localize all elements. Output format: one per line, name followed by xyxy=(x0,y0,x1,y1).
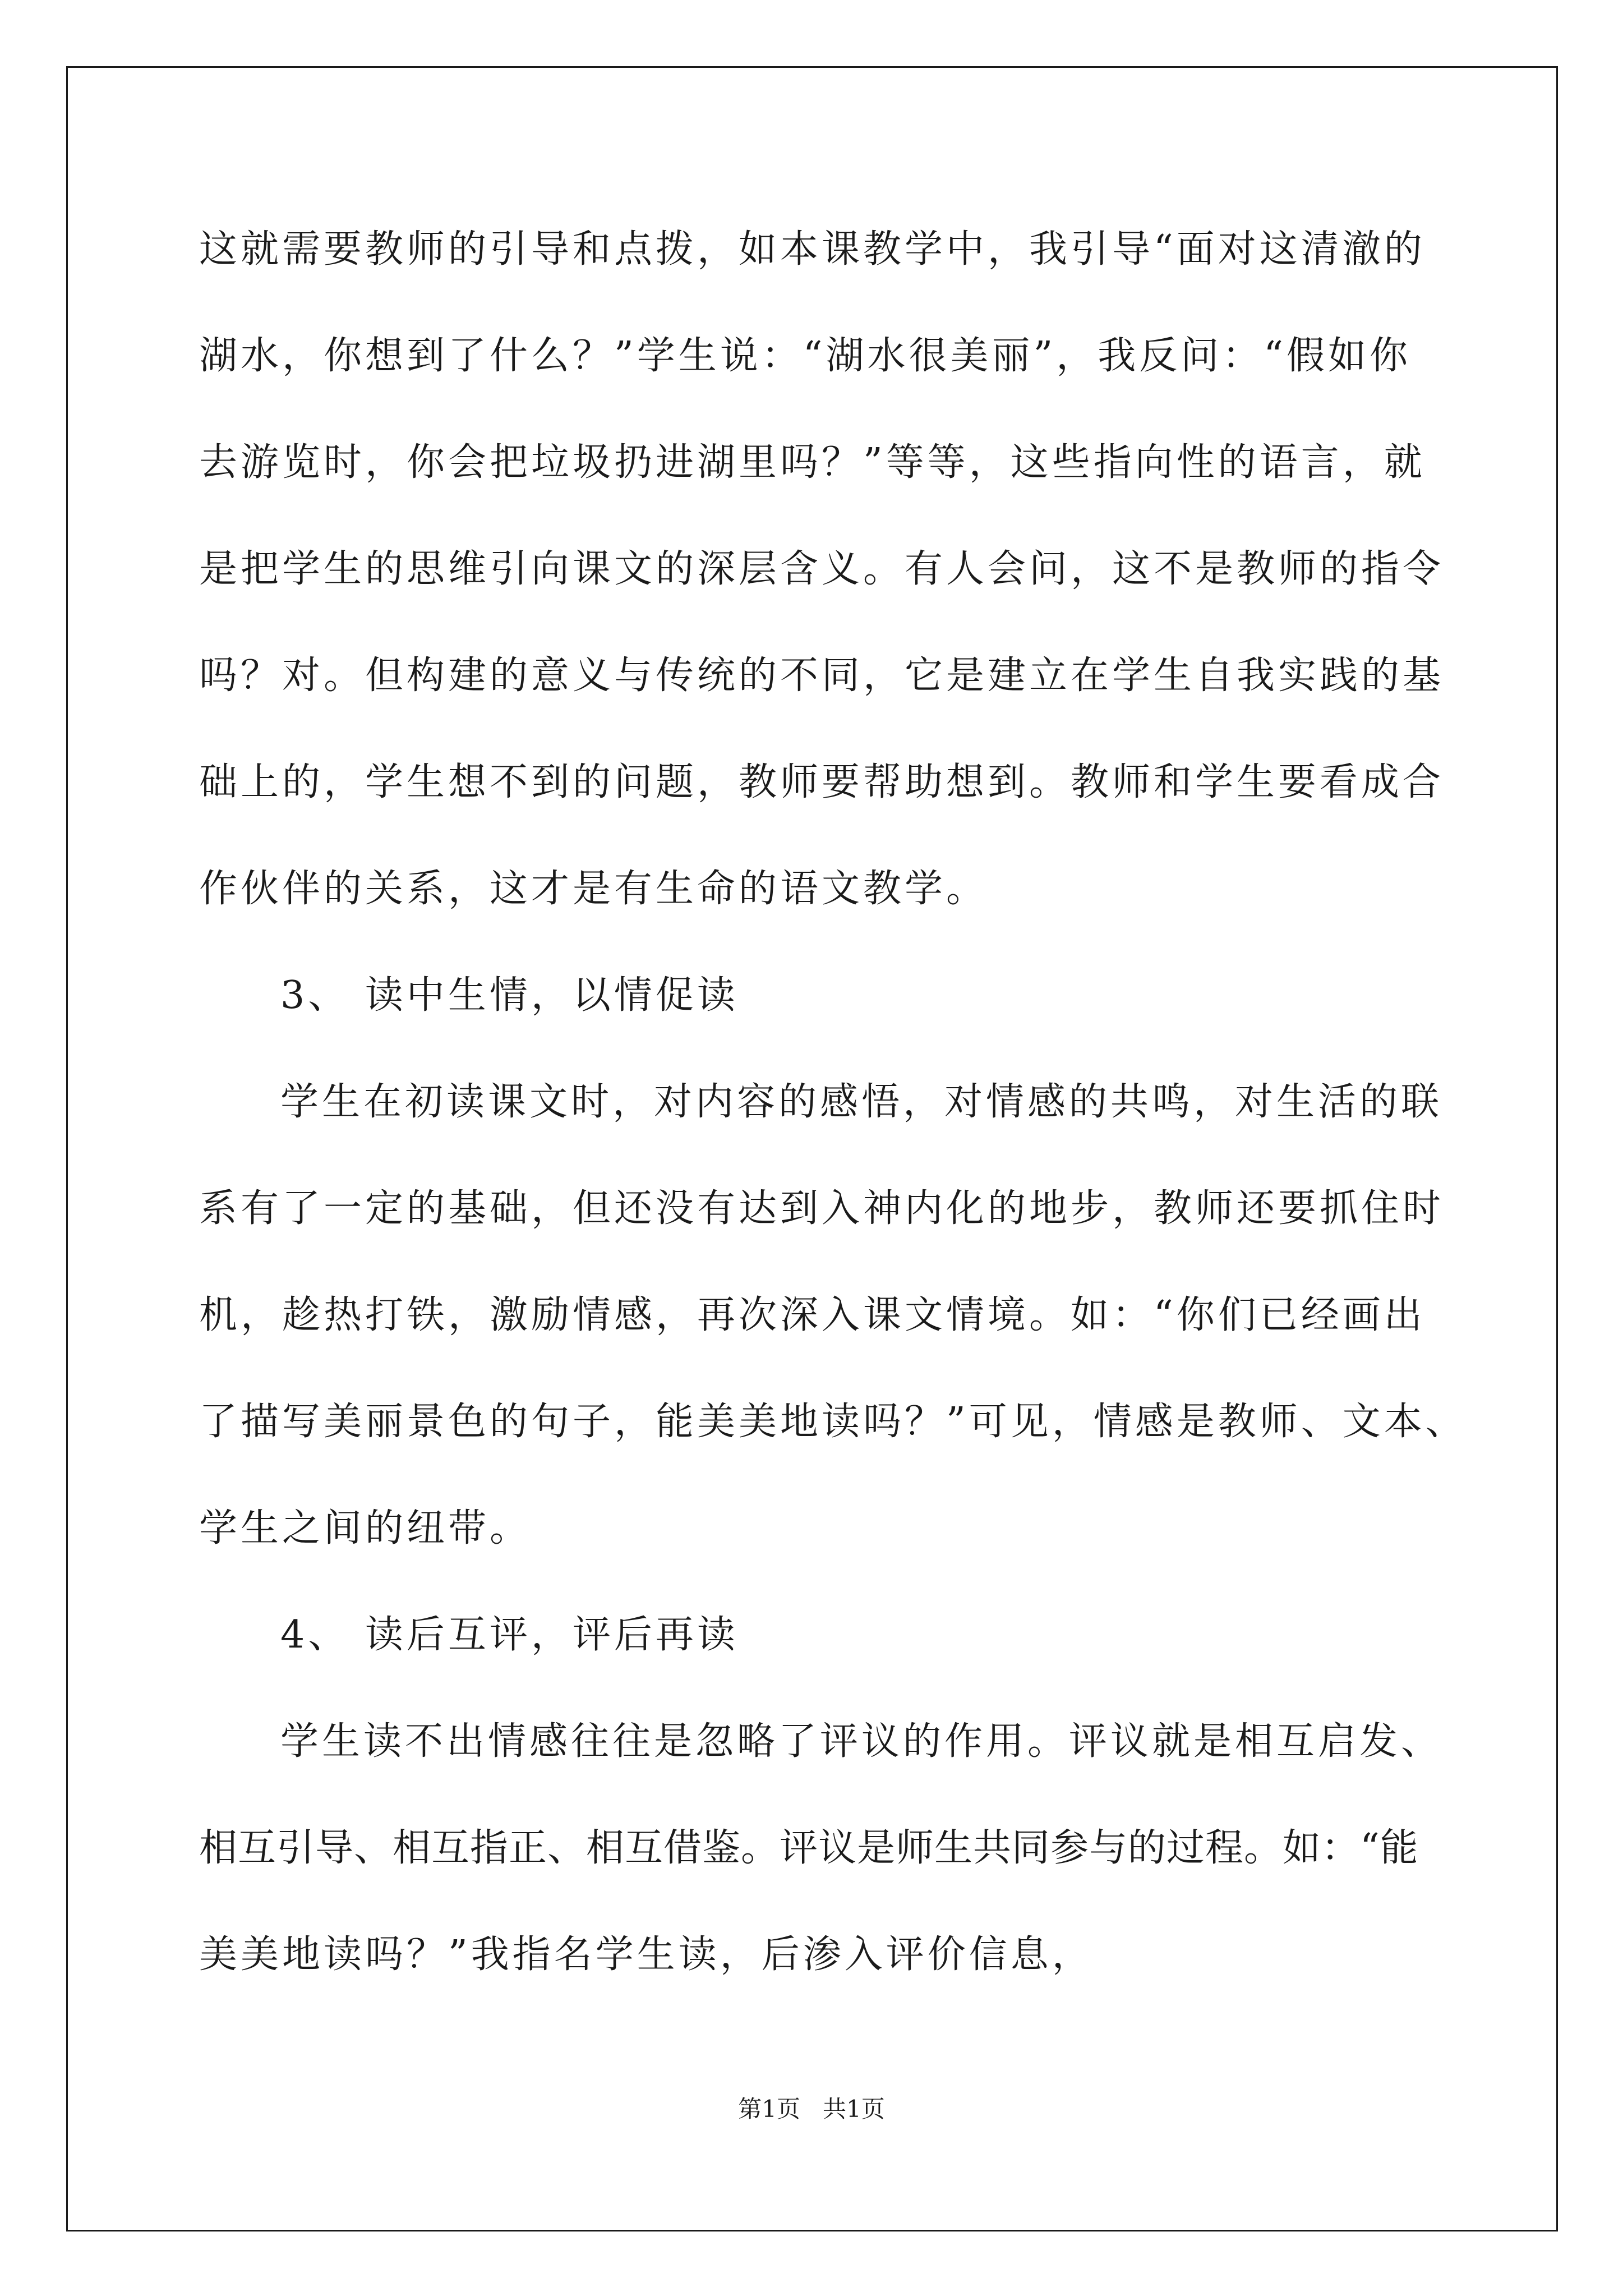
paragraph-line: 这就需要教师的引导和点拨，如本课教学中，我引导“面对这清澈的 xyxy=(199,227,1426,272)
page-number-current: 第1页 xyxy=(738,2095,800,2123)
page-footer xyxy=(0,2092,1623,2126)
paragraph-line: 学生读不出情感往往是忽略了评议的作用。评议就是相互启发、 xyxy=(280,1719,1443,1764)
section-heading: 4、 读后互评，评后再读 xyxy=(280,1613,739,1657)
paragraph-line: 相互引导、相互指正、相互借鉴。评议是师生共同参与的过程。如：“能 xyxy=(199,1826,1419,1870)
section-heading: 3、 读中生情，以情促读 xyxy=(280,973,739,1018)
paragraph-line: 学生之间的纽带。 xyxy=(199,1506,532,1550)
paragraph-line: 础上的，学生想不到的问题，教师要帮助想到。教师和学生要看成合 xyxy=(199,760,1445,804)
paragraph-line: 机，趁热打铁，激励情感，再次深入课文情境。如：“你们已经画出 xyxy=(199,1293,1426,1337)
paragraph-line: 作伙伴的关系，这才是有生命的语文教学。 xyxy=(199,867,988,911)
page-border xyxy=(66,66,1558,2231)
paragraph-line: 去游览时，你会把垃圾扔进湖里吗？”等等，这些指向性的语言，就 xyxy=(199,440,1426,485)
page-number-total: 共1页 xyxy=(823,2095,885,2123)
paragraph-line: 是把学生的思维引向课文的深层含义。有人会问，这不是教师的指令 xyxy=(199,547,1445,591)
paragraph-line: 湖水，你想到了什么？”学生说：“湖水很美丽”，我反问：“假如你 xyxy=(199,334,1412,378)
paragraph-line: 美美地读吗？”我指名学生读，后渗入评价信息， xyxy=(199,1932,1094,1977)
paragraph-line: 了描写美丽景色的句子，能美美地读吗？”可见，情感是教师、文本、 xyxy=(199,1400,1467,1444)
paragraph-line: 学生在初读课文时，对内容的感悟，对情感的共鸣，对生活的联 xyxy=(280,1080,1443,1124)
paragraph-line: 吗？对。但构建的意义与传统的不同，它是建立在学生自我实践的基 xyxy=(199,654,1445,698)
paragraph-line: 系有了一定的基础，但还没有达到入神内化的地步，教师还要抓住时 xyxy=(199,1186,1445,1231)
